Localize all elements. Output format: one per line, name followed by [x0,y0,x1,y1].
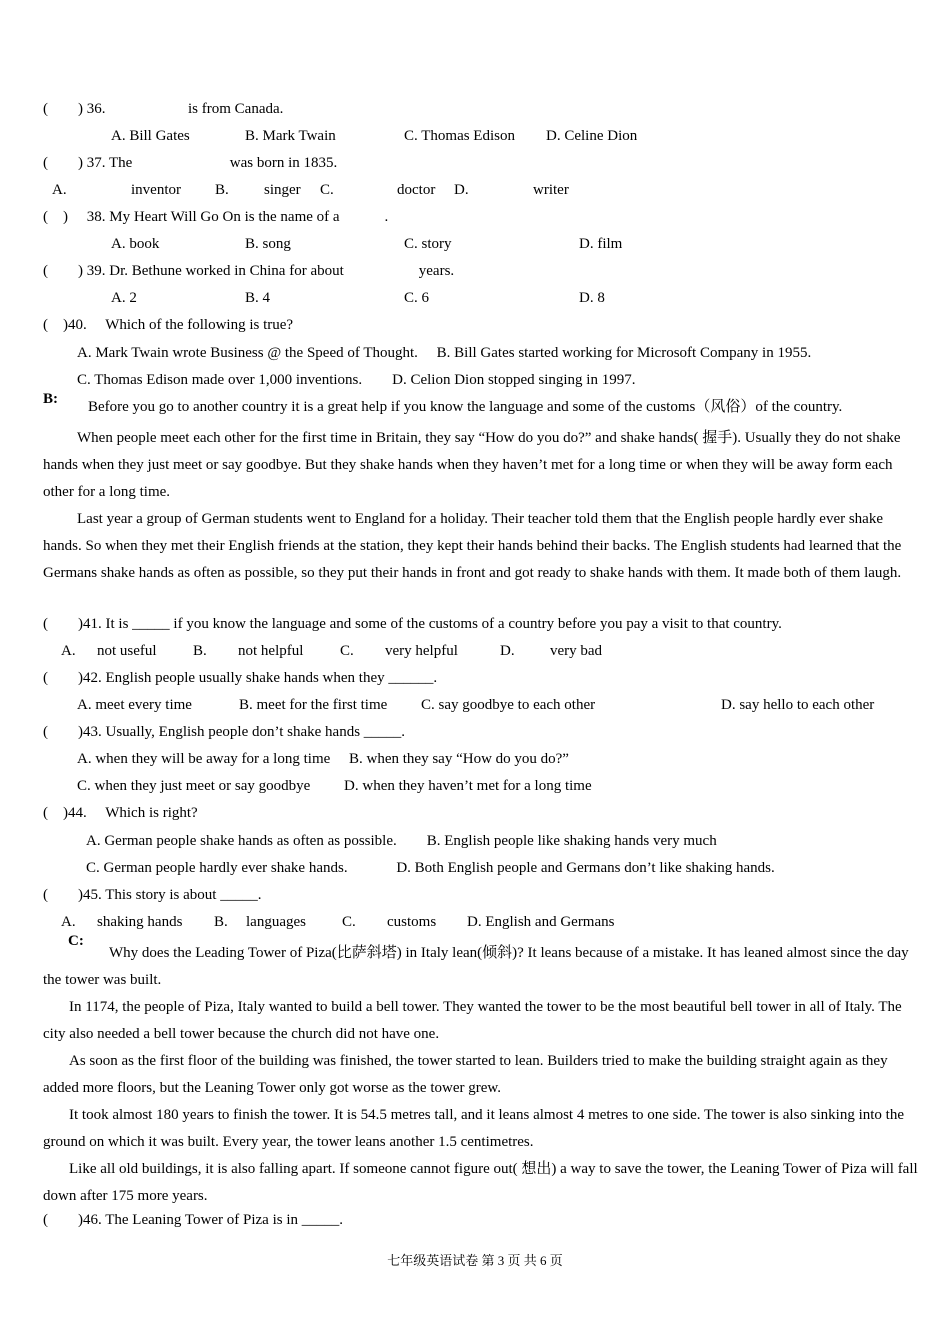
q45-option-d: D. English and Germans [467,914,615,930]
section-c-para-1: Why does the Leading Tower of Piza(比萨斜塔) in Italy lean(倾斜)? It leans because of a mistake. It has leaned almost since the day the tower was built. [43,945,909,988]
q41-option-a-letter: A. [61,643,76,659]
q42-option-d: D. say hello to each other [721,697,875,713]
q39-option-b: B. 4 [245,290,271,306]
page-footer: 七年级英语试卷 第 3 页 共 6 页 [387,1253,563,1268]
q36-option-a: A. Bill Gates [111,128,190,144]
q37-stem: ( ) 37. The was born in 1835. [43,155,338,171]
q36-stem: ( ) 36. is from Canada. [43,101,284,117]
q37-option-d: writer [533,182,569,198]
q41-option-c: very helpful [385,643,458,659]
q41-option-b-letter: B. [193,643,207,659]
q42-option-b: B. meet for the first time [239,697,388,713]
section-c-para-5: Like all old buildings, it is also falling apart. If someone cannot figure out( 想出) a way to save the tower, the Leaning Tower of Piza will fall down after 175 more years. [43,1161,918,1204]
q46-stem: ( )46. The Leaning Tower of Piza is in _____. [43,1212,344,1228]
q36-option-c: C. Thomas Edison [404,128,515,144]
q39-option-d: D. 8 [579,290,605,306]
q42-stem: ( )42. English people usually shake hands when they ______. [43,670,438,686]
q40-stem: ( )40. Which of the following is true? [43,317,294,333]
q38-option-a: A. book [111,236,160,252]
q45-option-c-letter: C. [342,914,356,930]
section-b-para-2: When people meet each other for the first time in Britain, they say “How do you do?” and shake hands( 握手). Usually they do not shake hands when they just meet or say goodbye. But they shake hands when they haven’t met for a long time or when they will be away form each other for a long time. [43,430,901,500]
q44-options-line1: A. German people shake hands as often as possible. B. English people like shaking hands very much [86,833,717,849]
q39-stem: ( ) 39. Dr. Bethune worked in China for about years. [43,263,455,279]
q43-stem: ( )43. Usually, English people don’t shake hands _____. [43,724,406,740]
q45-option-a: shaking hands [97,914,183,930]
q44-options-line2: C. German people hardly ever shake hands. D. Both English people and Germans don’t like shaking hands. [86,860,775,876]
section-c-para-3: As soon as the first floor of the building was finished, the tower started to lean. Builders tried to make the building straight again as they added more floors, but the Leaning Tower only got worse as the tower grew. [43,1053,888,1096]
q41-stem: ( )41. It is _____ if you know the language and some of the customs of a country before you pay a visit to that country. [43,616,782,632]
q37-option-a: inventor [131,182,181,198]
q37-option-d-letter: D. [454,182,469,198]
q37-option-a-letter: A. [52,182,67,198]
q45-option-a-letter: A. [61,914,76,930]
q43-options-line2: C. when they just meet or say goodbye D. when they haven’t met for a long time [77,778,592,794]
q44-stem: ( )44. Which is right? [43,805,198,821]
q37-option-b-letter: B. [215,182,229,198]
q41-option-d: very bad [550,643,603,659]
q38-stem: ( ) 38. My Heart Will Go On is the name of a . [43,209,389,225]
section-c-para-2: In 1174, the people of Piza, Italy wanted to build a bell tower. They wanted the tower to be the most beautiful bell tower in all of Italy. The city also needed a bell tower because the church did not have one. [43,999,902,1042]
q42-option-c: C. say goodbye to each other [421,697,596,713]
q40-options-line2: C. Thomas Edison made over 1,000 inventions. D. Celion Dion stopped singing in 1997. [77,372,636,388]
q41-option-d-letter: D. [500,643,515,659]
q38-option-b: B. song [245,236,291,252]
q45-stem: ( )45. This story is about _____. [43,887,262,903]
q45-option-c: customs [387,914,437,930]
q43-options-line1: A. when they will be away for a long time B. when they say “How do you do?” [77,751,569,767]
q36-option-b: B. Mark Twain [245,128,336,144]
q41-option-b: not helpful [238,643,304,659]
q45-option-b-letter: B. [214,914,228,930]
q40-options-line1: A. Mark Twain wrote Business @ the Speed of Thought. B. Bill Gates started working for Microsoft Company in 1955. [77,345,812,361]
q41-option-a: not useful [97,643,157,659]
q37-option-c-letter: C. [320,182,334,198]
section-b-label: B: [43,391,58,407]
q45-option-b: languages [246,914,306,930]
q42-option-a: A. meet every time [77,697,192,713]
q38-option-d: D. film [579,236,623,252]
section-b-para-3: Last year a group of German students went to England for a holiday. Their teacher told them that the English people hardly ever shake hands. So when they met their English friends at the station, they kept their hands behind their backs. The English students had learned that the Germans shake hands as often as possible, so they put their hands in front and got ready to shake hands with them. It made both of them laugh. [43,511,902,581]
q41-option-c-letter: C. [340,643,354,659]
q37-option-b: singer [264,182,301,198]
section-c-para-4: It took almost 180 years to finish the tower. It is 54.5 metres tall, and it leans almost 4 metres to one side. The tower is also sinking into the ground on which it was built. Every year, the tower leans another 1.5 centimetres. [43,1107,905,1150]
section-c-label: C: [68,933,84,949]
section-b-para-1: Before you go to another country it is a great help if you know the language and some of the customs（风俗）of the country. [88,399,843,415]
q38-option-c: C. story [404,236,452,252]
q39-option-c: C. 6 [404,290,430,306]
q39-option-a: A. 2 [111,290,137,306]
q36-option-d: D. Celine Dion [546,128,638,144]
q37-option-c: doctor [397,182,436,198]
